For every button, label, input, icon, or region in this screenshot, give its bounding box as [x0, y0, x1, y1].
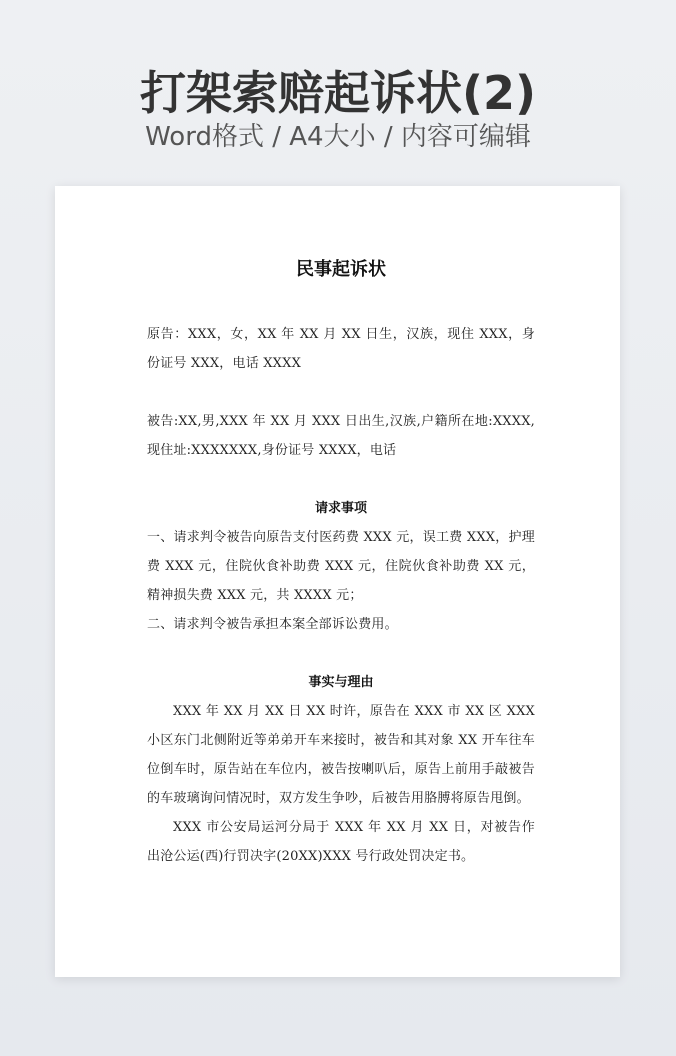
spacer: [147, 465, 535, 494]
document-page: [55, 186, 620, 977]
facts-paragraph: XXX 年 XX 月 XX 日 XX 时许，原告在 XXX 市 XX 区 XXX 小区东门北侧附近等弟弟开车来接时，被告和其对象 XX 开车往车位倒车时，原告站在车位内，被告按喇叭后，原告上前用手敲被告的车玻璃询问情况时，双方发生争吵，后被告用胳膊将原告甩倒。: [147, 704, 535, 806]
claim-item: 二、请求判令被告承担本案全部诉讼费用。: [147, 617, 398, 632]
spacer: [147, 378, 535, 407]
document-body: [147, 258, 535, 871]
plaintiff-paragraph: 原告：XXX，女，XX 年 XX 月 XX 日生，汉族，现住 XXX，身份证号 XXX，电话 XXXX: [147, 327, 535, 371]
banner-subtitle: Word格式 / A4大小 / 内容可编辑: [145, 122, 531, 152]
document-title: 民事起诉状: [296, 259, 386, 280]
facts-heading: 事实与理由: [308, 675, 374, 690]
banner-title: 打架索赔起诉状(2): [139, 66, 537, 120]
defendant-paragraph: 被告:XX,男,XXX 年 XX 月 XXX 日出生,汉族,户籍所在地:XXXX,现住址:XXXXXXX,身份证号 XXXX，电话: [147, 414, 535, 458]
claim-item: 一、请求判令被告向原告支付医药费 XXX 元，误工费 XXX，护理费 XXX 元，住院伙食补助费 XXX 元，住院伙食补助费 XX 元，精神损失费 XXX 元，共 XXXX 元；: [147, 530, 535, 603]
facts-paragraph: XXX 市公安局运河分局于 XXX 年 XX 月 XX 日，对被告作出沧公运(西)行罚决字(20XX)XXX 号行政处罚决定书。: [147, 820, 535, 864]
spacer: [147, 639, 535, 668]
claims-heading: 请求事项: [314, 501, 367, 516]
